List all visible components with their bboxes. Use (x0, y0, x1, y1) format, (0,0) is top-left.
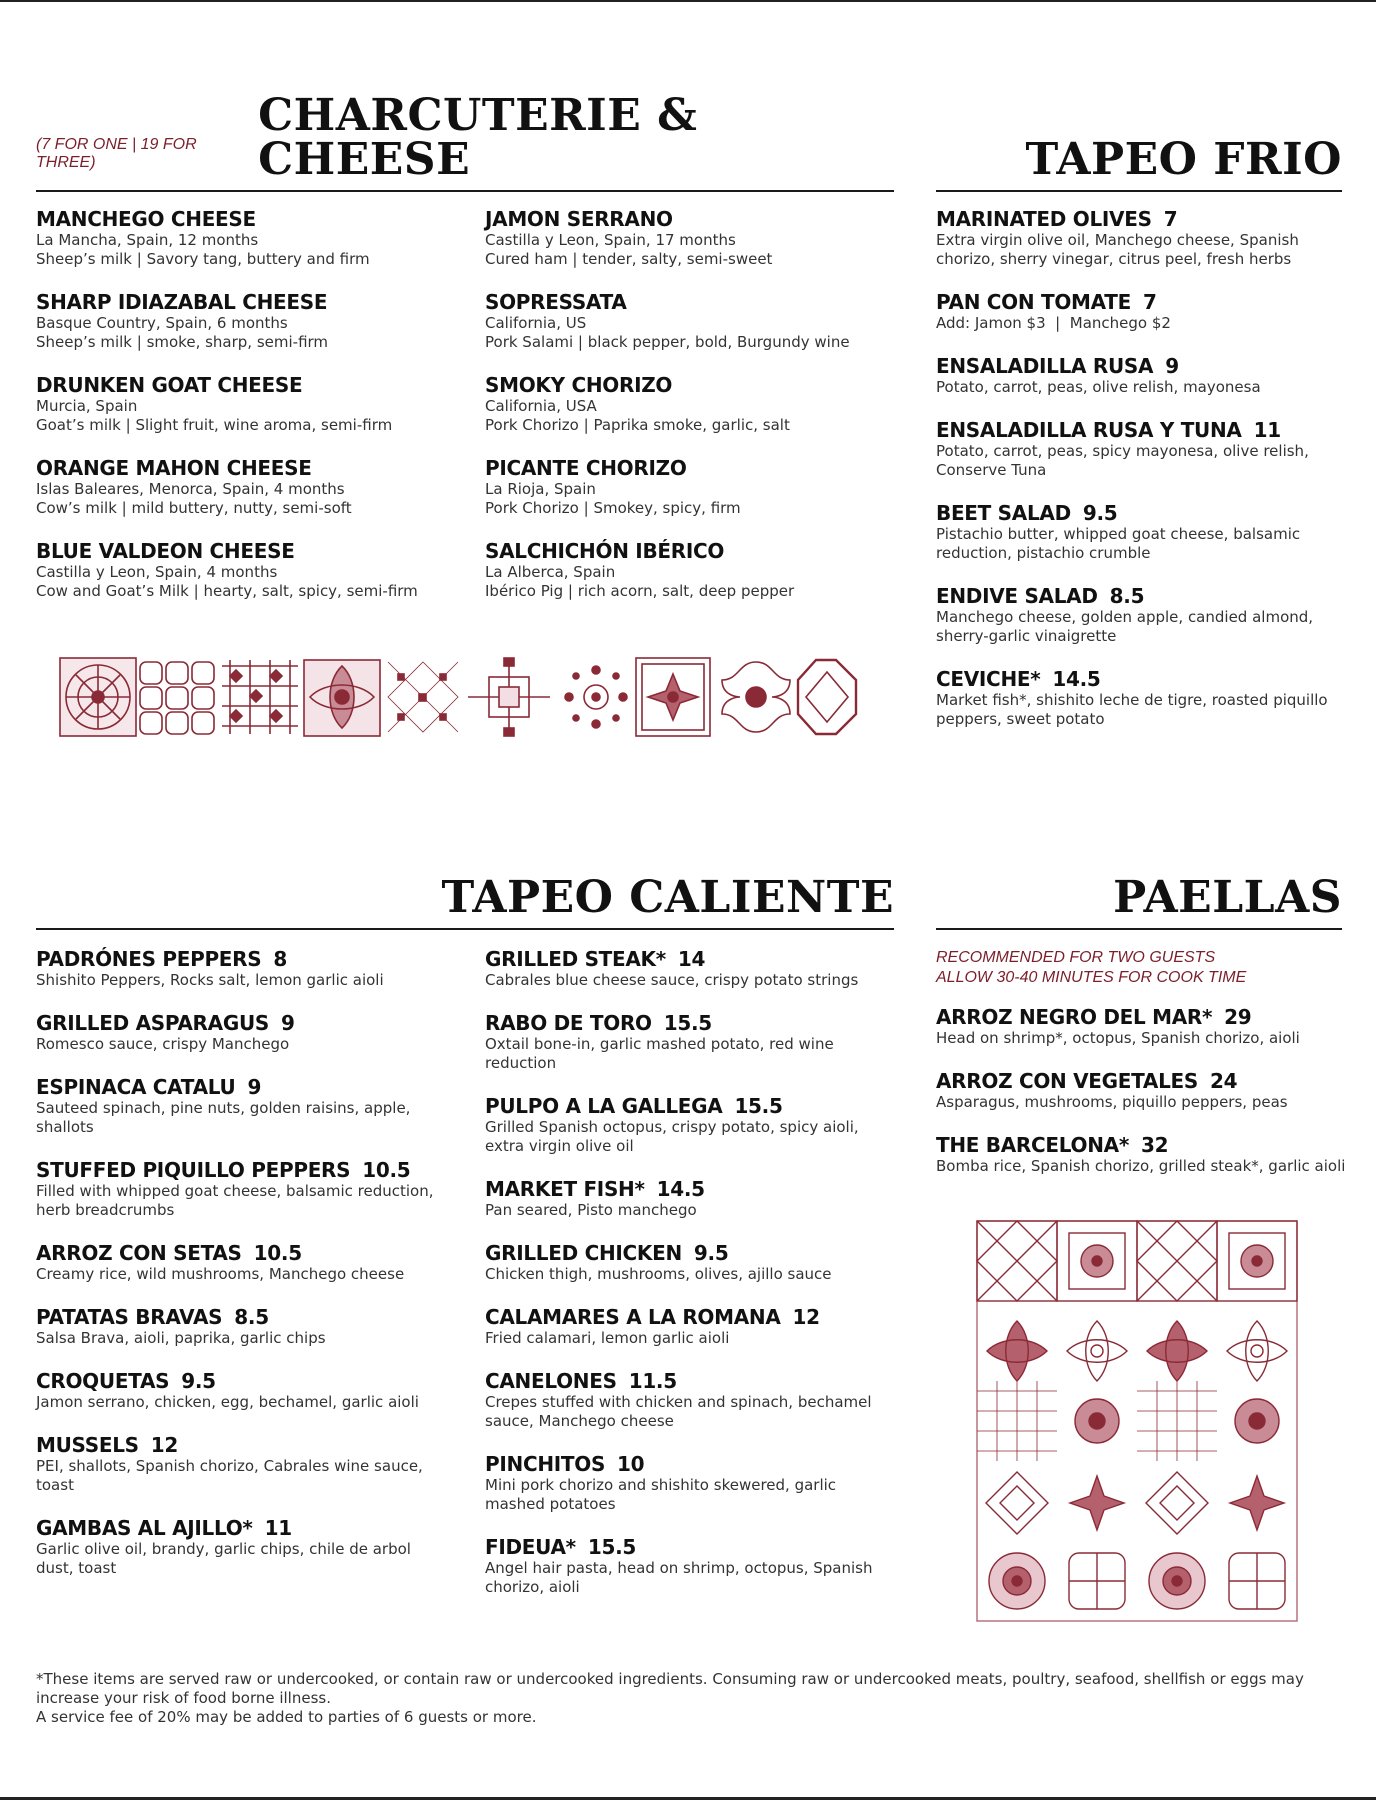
item-origin: Castilla y Leon, Spain, 4 months (36, 563, 278, 581)
list-item (936, 419, 1336, 480)
tapeo-caliente-left-list (36, 948, 436, 1600)
tapeo-caliente-header (36, 858, 894, 930)
list-item (485, 1453, 895, 1514)
item-price: 10 (617, 1452, 645, 1476)
item-price: 10.5 (362, 1158, 411, 1182)
item-title (36, 1517, 436, 1540)
item-name: ORANGE MAHON CHEESE (36, 456, 312, 480)
list-item (485, 1178, 895, 1220)
tapeo-frio-title: TAPEO FRIO (1025, 134, 1342, 185)
item-notes: Cow’s milk | mild buttery, nutty, semi-soft (36, 499, 352, 517)
list-item (36, 1306, 436, 1348)
item-notes: Sheep’s milk | Savory tang, buttery and firm (36, 250, 370, 268)
item-title (485, 1370, 895, 1393)
item-notes: Cured ham | tender, salty, semi-sweet (485, 250, 773, 268)
list-item (36, 457, 456, 518)
list-item (36, 1434, 436, 1495)
item-desc: Grilled Spanish octopus, crispy potato, spicy aioli, extra virgin olive oil (485, 1118, 859, 1155)
list-item (36, 1517, 436, 1578)
tapeo-frio-list (936, 208, 1336, 751)
item-name: MANCHEGO CHEESE (36, 207, 256, 231)
item-origin: California, USA (485, 397, 597, 415)
list-item (485, 291, 905, 352)
item-title (936, 419, 1336, 442)
item-desc: Shishito Peppers, Rocks salt, lemon garlic aioli (36, 971, 384, 989)
charcuterie-header (36, 90, 894, 192)
item-price: 8.5 (1109, 584, 1145, 608)
list-item (485, 1095, 895, 1156)
paellas-note-guests: RECOMMENDED FOR TWO GUESTS (936, 949, 1216, 966)
charcuterie-price-note: (7 FOR ONE | 19 FOR THREE) (36, 136, 197, 171)
item-price: 14 (677, 947, 706, 971)
item-title (36, 948, 436, 971)
tile-medallion-icon (60, 658, 136, 736)
item-price: 11 (264, 1516, 292, 1540)
item-name: GRILLED STEAK* (485, 947, 666, 971)
item-notes: Cow and Goat’s Milk | hearty, salt, spicy, semi-firm (36, 582, 418, 600)
item-name: RABO DE TORO (485, 1011, 652, 1035)
tile-star-icon (636, 658, 710, 736)
item-name: ARROZ CON VEGETALES (936, 1069, 1199, 1093)
footer-disclaimer (36, 1670, 1336, 1727)
item-name: THE BARCELONA* (936, 1133, 1129, 1157)
item-price: 15.5 (587, 1535, 636, 1559)
item-desc: Romesco sauce, crispy Manchego (36, 1035, 290, 1053)
item-desc: Cabrales blue cheese sauce, crispy potato strings (485, 971, 859, 989)
item-price: 9 (281, 1011, 295, 1035)
item-origin: Murcia, Spain (36, 397, 138, 415)
item-title (936, 208, 1336, 231)
item-price: 29 (1224, 1005, 1252, 1029)
list-item (485, 1370, 895, 1431)
paellas-note (936, 948, 1346, 988)
item-origin: La Rioja, Spain (485, 480, 596, 498)
paellas-header (936, 858, 1342, 930)
tapeo-caliente-right-list (485, 948, 895, 1619)
list-item (485, 1306, 895, 1348)
item-title (36, 1306, 436, 1329)
list-item (936, 502, 1336, 563)
tile-lattice-icon (222, 660, 298, 734)
item-name: ENSALADILLA RUSA Y TUNA (936, 418, 1242, 442)
tile-cross-icon (468, 658, 550, 736)
list-item (936, 668, 1336, 729)
tile-row-1-icon (977, 1221, 1297, 1301)
list-item (36, 1159, 436, 1220)
item-desc: Chicken thigh, mushrooms, olives, ajillo sauce (485, 1265, 832, 1283)
item-desc: Fried calamari, lemon garlic aioli (485, 1329, 730, 1347)
item-desc: Filled with whipped goat cheese, balsamic reduction, herb breadcrumbs (36, 1182, 434, 1219)
item-price: 12 (792, 1305, 820, 1329)
tile-row-4-icon (986, 1472, 1284, 1534)
item-title (936, 668, 1336, 691)
list-item (36, 540, 456, 601)
list-item (36, 1242, 436, 1284)
item-title (485, 1306, 895, 1329)
list-item (36, 374, 456, 435)
item-price: 9.5 (181, 1369, 216, 1393)
list-item (485, 1012, 895, 1073)
item-name: PULPO A LA GALLEGA (485, 1094, 723, 1118)
list-item (36, 208, 456, 269)
tile-grid-decoration (976, 1220, 1298, 1622)
item-name: MARINATED OLIVES (936, 207, 1152, 231)
item-title (485, 1012, 895, 1035)
tapeo-frio-header (936, 120, 1342, 192)
item-name: SMOKY CHORIZO (485, 373, 673, 397)
tile-row-5-icon (989, 1553, 1285, 1609)
item-title (485, 1536, 895, 1559)
tile-dots-icon (388, 662, 458, 732)
item-price: 12 (150, 1433, 178, 1457)
item-origin: Castilla y Leon, Spain, 17 months (485, 231, 736, 249)
item-name: MUSSELS (36, 1433, 139, 1457)
item-desc: Jamon serrano, chicken, egg, bechamel, garlic aioli (36, 1393, 419, 1411)
item-desc: Market fish*, shishito leche de tigre, roasted piquillo peppers, sweet potato (936, 691, 1328, 728)
item-title (36, 1159, 436, 1182)
item-title (36, 1370, 436, 1393)
item-title (936, 291, 1336, 314)
item-name: PINCHITOS (485, 1452, 606, 1476)
item-price: 32 (1140, 1133, 1169, 1157)
item-desc: Mini pork chorizo and shishito skewered, garlic mashed potatoes (485, 1476, 837, 1513)
list-item (936, 585, 1336, 646)
list-item (485, 540, 905, 601)
item-price: 8.5 (234, 1305, 269, 1329)
item-name: PICANTE CHORIZO (485, 456, 687, 480)
item-title (36, 1242, 436, 1265)
item-title (485, 1453, 895, 1476)
item-desc: Garlic olive oil, brandy, garlic chips, chile de arbol dust, toast (36, 1540, 411, 1577)
item-origin: Islas Baleares, Menorca, Spain, 4 months (36, 480, 345, 498)
tile-flower-icon (565, 666, 627, 728)
item-name: SALCHICHÓN IBÉRICO (485, 539, 725, 563)
list-item (936, 1070, 1346, 1112)
item-desc: Head on shrimp*, octopus, Spanish chorizo, aioli (936, 1029, 1300, 1047)
tile-row-2-icon (987, 1321, 1287, 1381)
item-title (36, 1434, 436, 1457)
top-border (0, 0, 1376, 2)
item-price: 9.5 (1082, 501, 1118, 525)
tile-leaf-icon (304, 660, 380, 736)
item-origin: California, US (485, 314, 587, 332)
item-title (936, 1070, 1346, 1093)
list-item (936, 291, 1336, 333)
list-item (36, 1076, 436, 1137)
list-item (36, 948, 436, 990)
list-item (36, 1012, 436, 1054)
list-item (485, 948, 895, 990)
tile-diamond-icon (798, 660, 856, 734)
item-title (936, 355, 1336, 378)
item-price: 9.5 (693, 1241, 729, 1265)
item-desc: Add: Jamon $3 | Manchego $2 (936, 314, 1171, 332)
item-name: SHARP IDIAZABAL CHEESE (36, 290, 328, 314)
item-title (485, 1178, 895, 1201)
item-desc: Bomba rice, Spanish chorizo, grilled steak*, garlic aioli (936, 1157, 1346, 1175)
service-fee-note: A service fee of 20% may be added to parties of 6 guests or more. (36, 1708, 537, 1726)
item-title (485, 948, 895, 971)
item-name: FIDEUA* (485, 1535, 576, 1559)
item-notes: Ibérico Pig | rich acorn, salt, deep pepper (485, 582, 795, 600)
list-item (485, 1536, 895, 1597)
item-desc: Salsa Brava, aioli, paprika, garlic chips (36, 1329, 326, 1347)
item-title (936, 1134, 1346, 1157)
item-title (936, 1006, 1346, 1029)
item-title (936, 585, 1336, 608)
item-origin: La Alberca, Spain (485, 563, 616, 581)
item-desc: PEI, shallots, Spanish chorizo, Cabrales wine sauce, toast (36, 1457, 423, 1494)
item-name: STUFFED PIQUILLO PEPPERS (36, 1158, 351, 1182)
item-name: JAMON SERRANO (485, 207, 673, 231)
tile-strip-decoration (58, 656, 858, 738)
charcuterie-title: CHARCUTERIE & CHEESE (258, 90, 698, 185)
item-notes: Pork Chorizo | Paprika smoke, garlic, salt (485, 416, 790, 434)
item-name: CROQUETAS (36, 1369, 170, 1393)
item-price: 15.5 (663, 1011, 712, 1035)
item-price: 9 (247, 1075, 262, 1099)
item-price: 11.5 (628, 1369, 677, 1393)
item-title (36, 1076, 436, 1099)
item-name: CEVICHE* (936, 667, 1041, 691)
item-notes: Pork Chorizo | Smokey, spicy, firm (485, 499, 741, 517)
item-notes: Sheep’s milk | smoke, sharp, semi-firm (36, 333, 329, 351)
list-item (936, 1006, 1346, 1048)
item-name: BLUE VALDEON CHEESE (36, 539, 295, 563)
item-price: 14.5 (1052, 667, 1101, 691)
item-desc: Pan seared, Pisto manchego (485, 1201, 697, 1219)
paellas-list (936, 948, 1346, 1198)
list-item (936, 355, 1336, 397)
item-name: CANELONES (485, 1369, 617, 1393)
list-item (936, 1134, 1346, 1176)
item-price: 11 (1253, 418, 1281, 442)
item-name: ENDIVE SALAD (936, 584, 1098, 608)
paellas-title: PAELLAS (1113, 872, 1342, 923)
item-desc: Oxtail bone-in, garlic mashed potato, red wine reduction (485, 1035, 834, 1072)
item-name: ARROZ CON SETAS (36, 1241, 242, 1265)
meat-list (485, 208, 905, 623)
item-price: 9 (1165, 354, 1179, 378)
item-name: ESPINACA CATALU (36, 1075, 236, 1099)
list-item (36, 291, 456, 352)
item-name: PAN CON TOMATE (936, 290, 1131, 314)
item-desc: Creamy rice, wild mushrooms, Manchego cheese (36, 1265, 405, 1283)
item-name: MARKET FISH* (485, 1177, 645, 1201)
item-desc: Angel hair pasta, head on shrimp, octopus, Spanish chorizo, aioli (485, 1559, 873, 1596)
list-item (485, 208, 905, 269)
item-title (36, 1012, 436, 1035)
item-price: 7 (1142, 290, 1157, 314)
item-desc: Extra virgin olive oil, Manchego cheese, Spanish chorizo, sherry vinegar, citrus peel, fresh herbs (936, 231, 1299, 268)
tapeo-caliente-title: TAPEO CALIENTE (441, 872, 894, 923)
item-desc: Potato, carrot, peas, spicy mayonesa, olive relish, Conserve Tuna (936, 442, 1309, 479)
item-name: SOPRESSATA (485, 290, 627, 314)
item-price: 14.5 (656, 1177, 705, 1201)
item-name: DRUNKEN GOAT CHEESE (36, 373, 303, 397)
item-title (936, 502, 1336, 525)
item-price: 10.5 (253, 1241, 302, 1265)
item-desc: Manchego cheese, golden apple, candied almond, sherry-garlic vinaigrette (936, 608, 1314, 645)
item-origin: Basque Country, Spain, 6 months (36, 314, 288, 332)
item-price: 8 (273, 947, 288, 971)
item-notes: Goat’s milk | Slight fruit, wine aroma, semi-firm (36, 416, 393, 434)
item-name: CALAMARES A LA ROMANA (485, 1305, 781, 1329)
item-desc: Crepes stuffed with chicken and spinach, bechamel sauce, Manchego cheese (485, 1393, 872, 1430)
list-item (936, 208, 1336, 269)
list-item (485, 374, 905, 435)
item-desc: Sauteed spinach, pine nuts, golden raisins, apple, shallots (36, 1099, 411, 1136)
item-desc: Potato, carrot, peas, olive relish, mayonesa (936, 378, 1261, 396)
item-origin: La Mancha, Spain, 12 months (36, 231, 259, 249)
item-name: ENSALADILLA RUSA (936, 354, 1154, 378)
item-name: GRILLED ASPARAGUS (36, 1011, 269, 1035)
list-item (36, 1370, 436, 1412)
item-desc: Pistachio butter, whipped goat cheese, balsamic reduction, pistachio crumble (936, 525, 1301, 562)
list-item (485, 1242, 895, 1284)
item-title (485, 1095, 895, 1118)
item-notes: Pork Salami | black pepper, bold, Burgundy wine (485, 333, 850, 351)
item-name: GAMBAS AL AJILLO* (36, 1516, 253, 1540)
tile-row-3-icon (977, 1381, 1279, 1461)
cheese-list (36, 208, 456, 623)
item-name: ARROZ NEGRO DEL MAR* (936, 1005, 1213, 1029)
item-price: 24 (1210, 1069, 1238, 1093)
item-name: BEET SALAD (936, 501, 1071, 525)
item-name: GRILLED CHICKEN (485, 1241, 682, 1265)
item-name: PADRÓNES PEPPERS (36, 947, 262, 971)
tile-quatrefoil-icon (722, 662, 790, 732)
item-price: 15.5 (734, 1094, 783, 1118)
list-item (485, 457, 905, 518)
item-title (485, 1242, 895, 1265)
tile-grid-icon (140, 662, 214, 734)
raw-food-warning: *These items are served raw or undercooked, or contain raw or undercooked ingredients. Consuming raw or undercooked meats, poultry, seafood, shellfish or eggs may increase your risk of food borne illness. (36, 1670, 1304, 1707)
item-name: PATATAS BRAVAS (36, 1305, 223, 1329)
paellas-note-cook-time: ALLOW 30-40 MINUTES FOR COOK TIME (936, 969, 1247, 986)
item-desc: Asparagus, mushrooms, piquillo peppers, peas (936, 1093, 1288, 1111)
item-price: 7 (1163, 207, 1178, 231)
